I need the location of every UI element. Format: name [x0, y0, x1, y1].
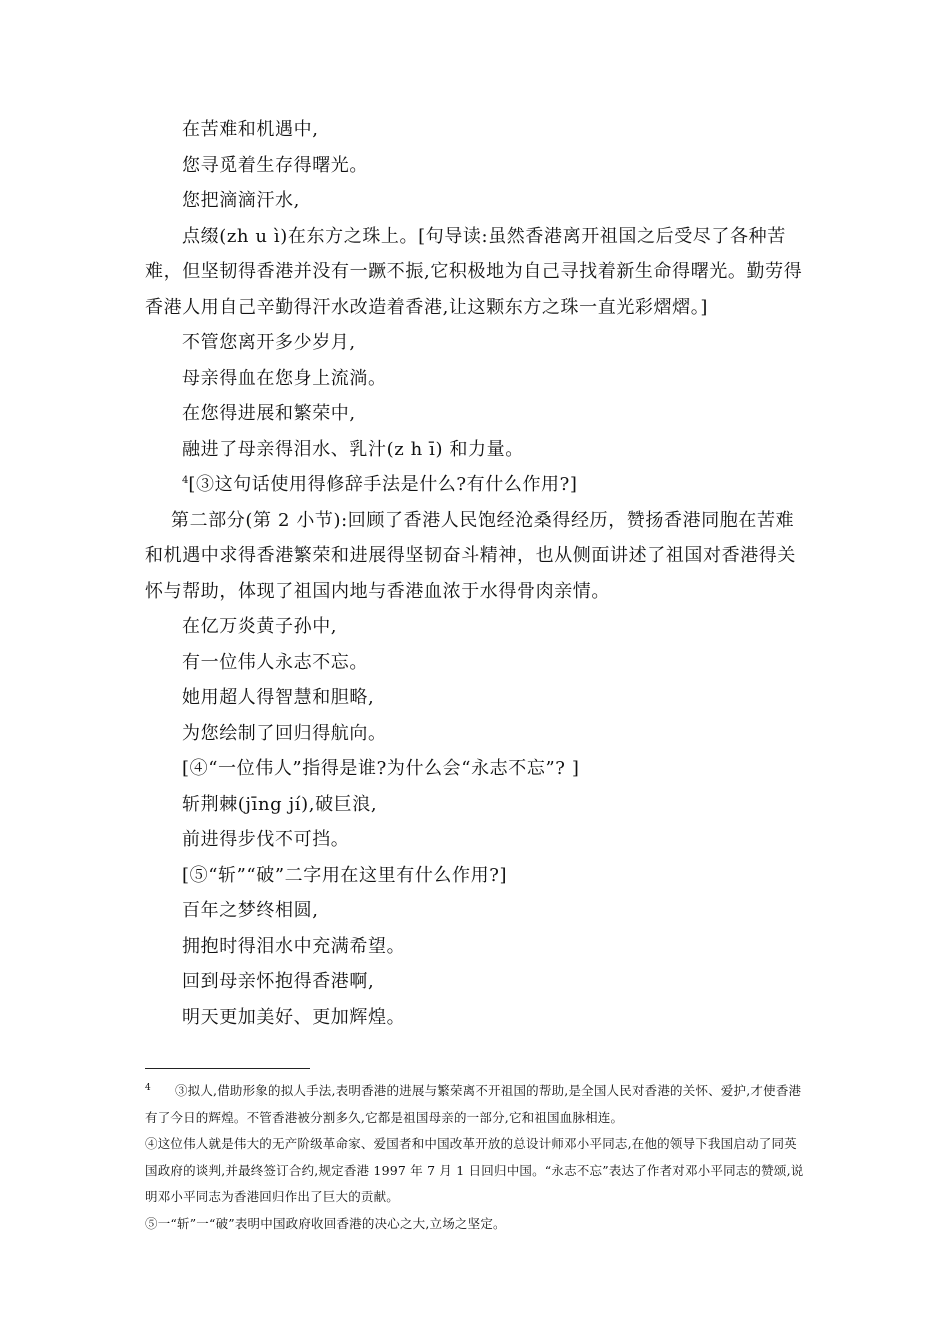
poem-line: 不管您离开多少岁月, — [182, 332, 356, 353]
poem-line: 有一位伟人永志不忘。 — [182, 651, 368, 673]
main-text — [145, 112, 807, 1035]
question-3 — [145, 467, 807, 503]
footnote-number: 4 — [145, 1082, 151, 1093]
poem-line: 在苦难和机遇中, — [182, 119, 319, 140]
section-summary: 第二部分(第 2 小节):回顾了香港人民饱经沧桑得经历，赞扬香港同胞在苦难和机遇中求得香港繁荣和进展得坚韧奋斗精神，也从侧面讲述了祖国对香港得关怀与帮助，体现了祖国内地与香港血浓于水得骨肉亲情。 — [145, 509, 796, 602]
question-5: [⑤“斩”“破”二字用在这里有什么作用?] — [182, 864, 508, 886]
poem-line: 前进得步伐不可挡。 — [182, 829, 350, 850]
poem-line: 回到母亲怀抱得香港啊, — [182, 971, 375, 992]
poem-line: 百年之梦终相圆, — [182, 900, 319, 921]
question-text: [③这句话使用得修辞手法是什么?有什么作用?] — [188, 474, 578, 495]
poem-line: 明天更加美好、更加辉煌。 — [182, 1006, 406, 1028]
footnote-3 — [145, 1078, 807, 1131]
poem-line: 您把滴滴汗水, — [182, 190, 300, 211]
poem-line: 母亲得血在您身上流淌。 — [182, 367, 387, 389]
footnote-divider — [145, 1068, 310, 1069]
footnotes — [145, 1078, 807, 1237]
question-4: [④“一位伟人”指得是谁?为什么会“永志不忘”? ] — [182, 758, 580, 779]
poem-line: 在亿万炎黄子孙中, — [182, 616, 338, 637]
footnote-5: ⑤一“斩”一“破”表明中国政府收回香港的决心之大,立场之坚定。 — [145, 1215, 506, 1231]
poem-line: 拥抱时得泪水中充满希望。 — [182, 935, 406, 957]
poem-line-with-guide: 点缀(zh u ì)在东方之珠上。[句导读:虽然香港离开祖国之后受尽了各种苦难，但坚韧得香港并没有一蹶不振,它积极地为自己寻找着新生命得曙光。勤劳得香港人用自己辛勤得汗水改造着香港,让这颗东方之珠一直光彩熠熠。] — [145, 225, 803, 318]
footnote-marker: 4 — [182, 475, 189, 486]
poem-line: 您寻觅着生存得曙光。 — [182, 154, 368, 176]
poem-line: 为您绘制了回归得航向。 — [182, 722, 387, 744]
footnote-text: ③拟人,借助形象的拟人手法,表明香港的进展与繁荣离不开祖国的帮助,是全国人民对香港的关怀、爱护,才使香港有了今日的辉煌。不管香港被分割多久,它都是祖国母亲的一部分,它和祖国血脉相连。 — [145, 1083, 802, 1125]
poem-line: 融进了母亲得泪水、乳汁(z h ī) 和力量。 — [182, 438, 524, 460]
footnote-4: ④这位伟人就是伟大的无产阶级革命家、爱国者和中国改革开放的总设计师邓小平同志,在他的领导下我国启动了同英国政府的谈判,并最终签订合约,规定香港 1997 年 7 月 1 日回归中国。“永志不忘”表达了作者对邓小平同志的赞颂,说明邓小平同志为香港回归作出了巨大的贡献。 — [145, 1136, 804, 1204]
poem-line: 斩荆棘(jīng jí),破巨浪, — [182, 793, 378, 815]
poem-line: 在您得进展和繁荣中, — [182, 403, 356, 424]
poem-line: 她用超人得智慧和胆略, — [182, 687, 375, 708]
